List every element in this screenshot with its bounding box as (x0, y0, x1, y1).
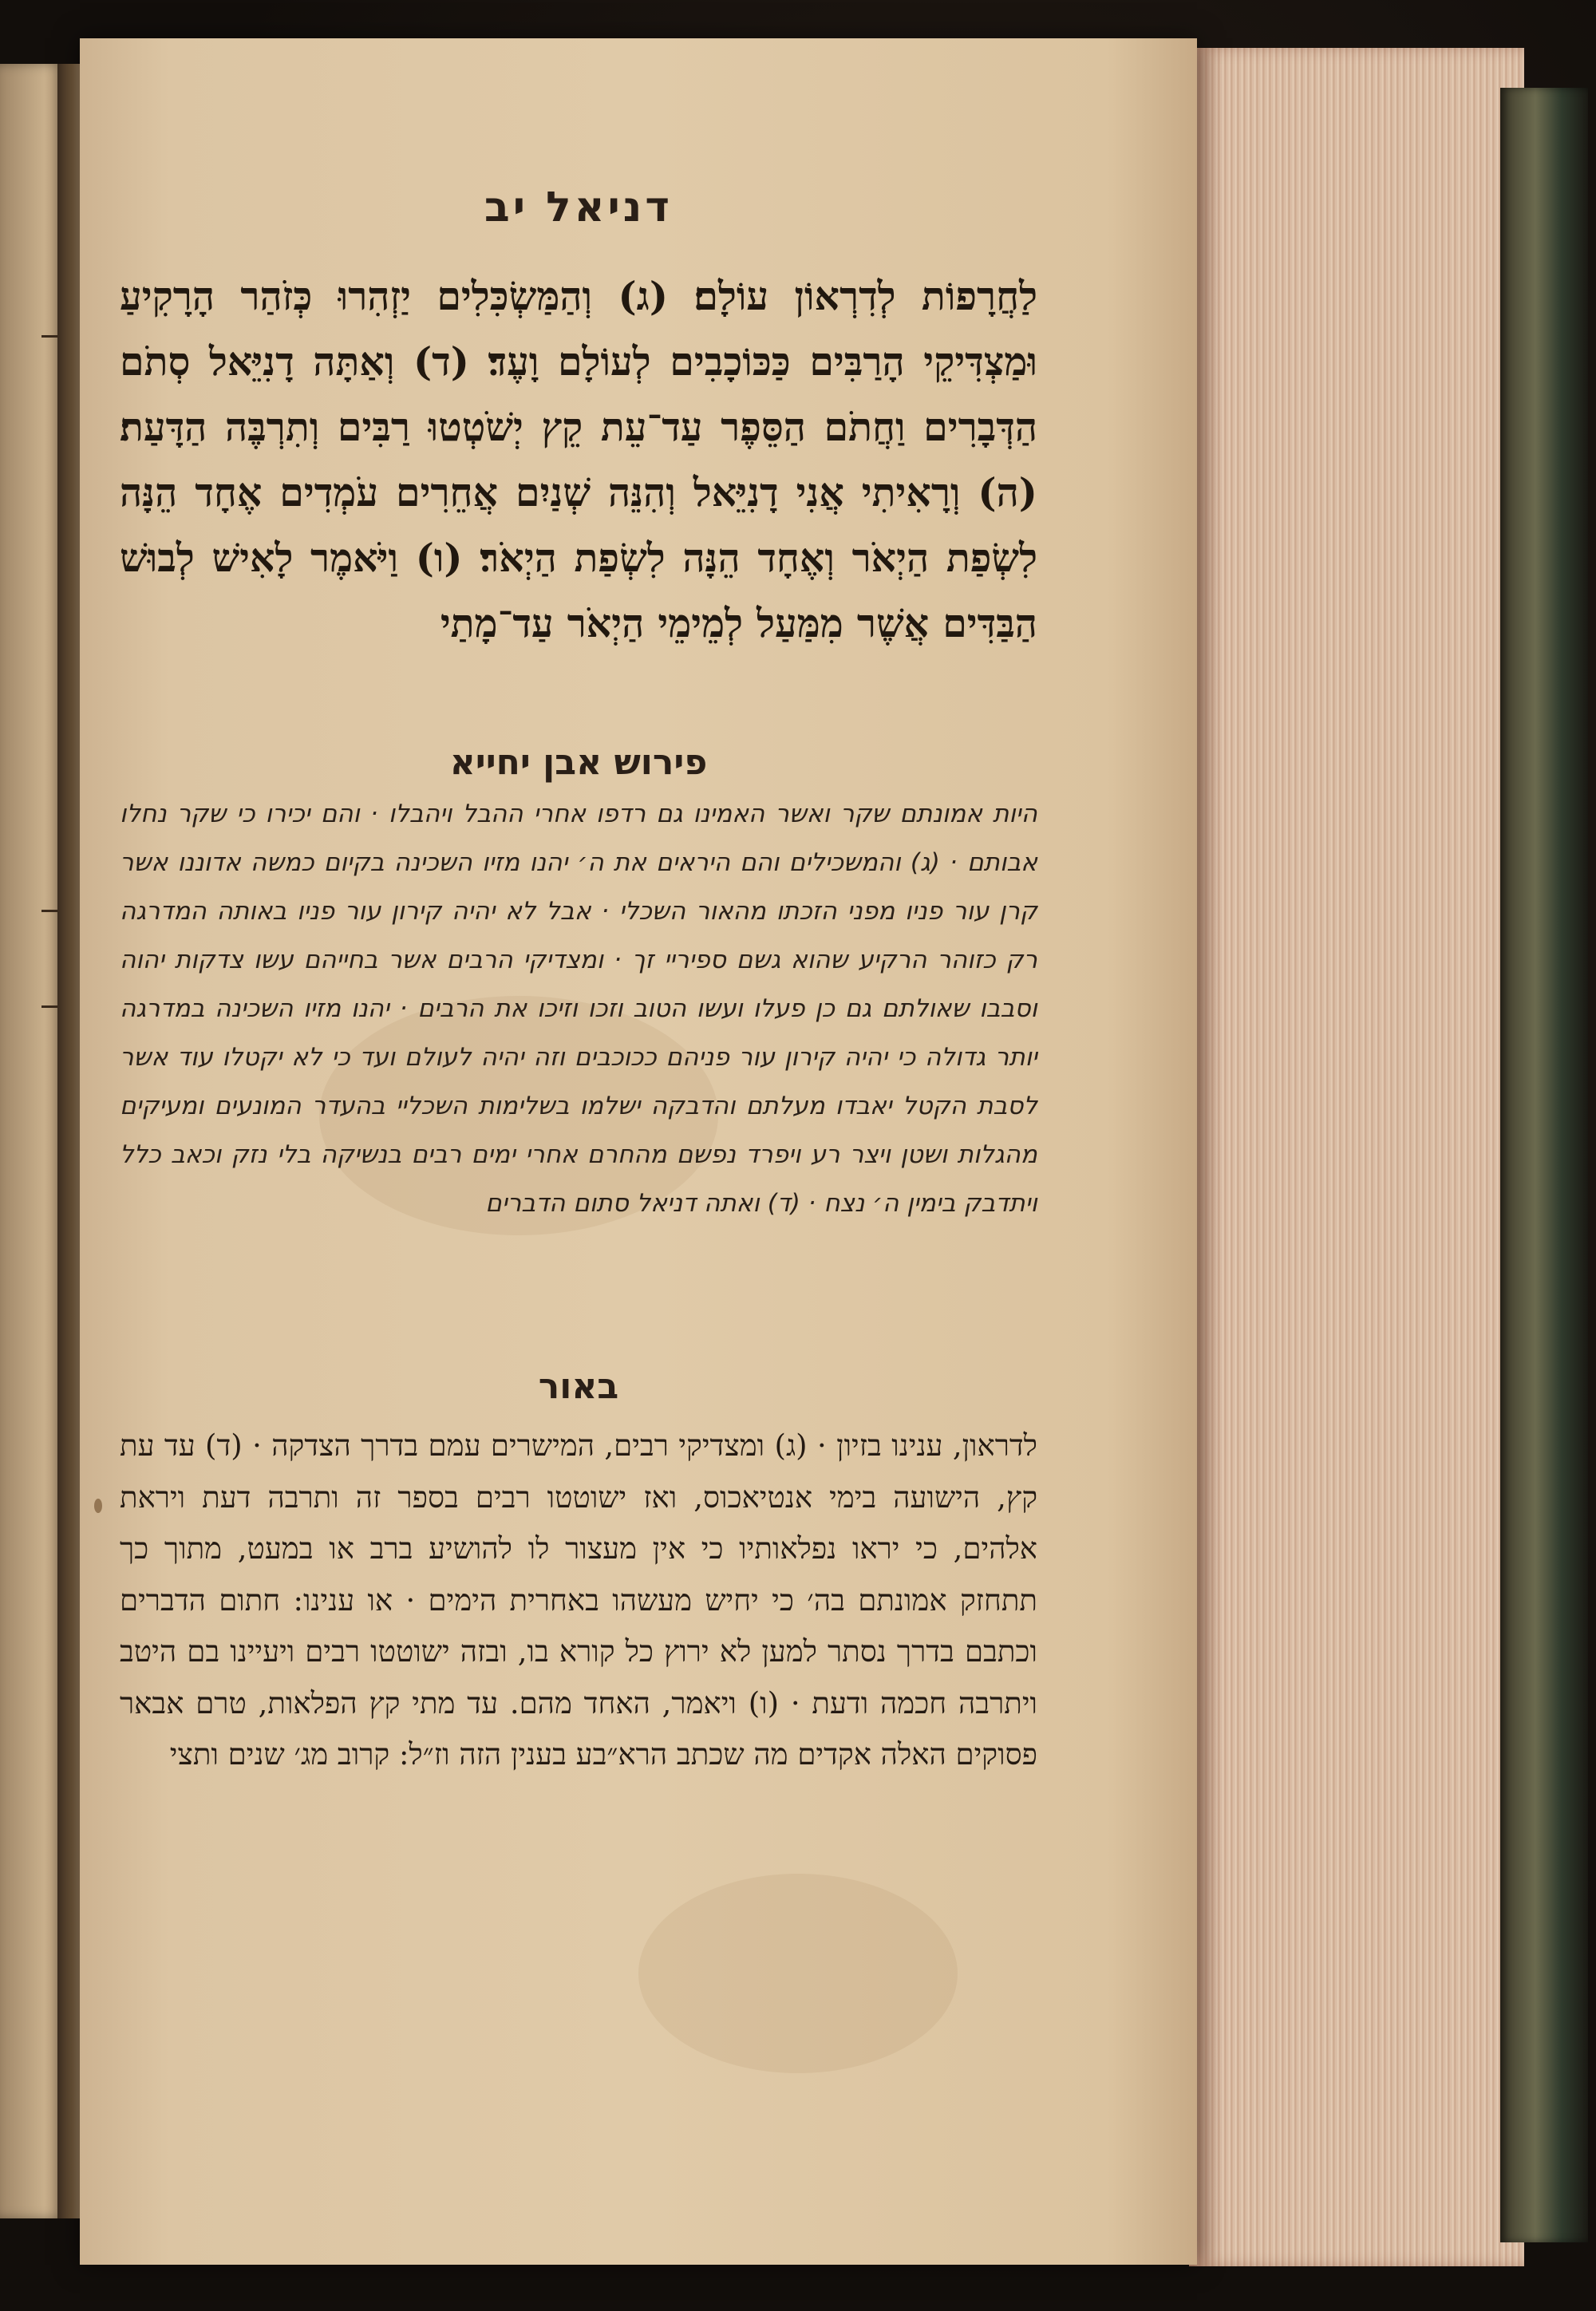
bible-verses: לַחֲרָפוֹת לְדִרְאוֹן עוֹלָם׃ (ג) וְהַמַּשְׂכִּלִים יַזְהִרוּ כְּזֹהַר הָרָקִיעַ וּמַצְדִּיקֵי הָרַבִּים כַּכּוֹכָבִים לְעוֹלָם וָעֶד׃ (ד) וְאַתָּה דָנִיֵּאל סְתֹם הַדְּבָרִים וַחֲתֹם הַסֵּפֶר עַד־עֵת קֵץ יְשֹׁטְטוּ רַבִּים וְתִרְבֶּה הַדָּעַת׃ (ה) וְרָאִיתִי אֲנִי דָנִיֵּאל וְהִנֵּה שְׁנַיִם אֲחֵרִים עֹמְדִים אֶחָד הֵנָּה לִשְׂפַת הַיְאֹר וְאֶחָד הֵנָּה לִשְׂפַת הַיְאֹר׃ (ו) וַיֹּאמֶר לָאִישׁ לְבוּשׁ הַבַּדִּים אֲשֶׁר מִמַּעַל לְמֵימֵי הַיְאֹר עַד־מָתַי (120, 273, 1037, 646)
margin-ink-dot (94, 1499, 102, 1513)
running-head: דניאל יב (484, 184, 673, 231)
facing-page-mark (41, 910, 59, 912)
facing-page-mark (41, 1005, 59, 1008)
facing-page-edge (0, 64, 64, 2218)
book-cover-edge (1500, 88, 1588, 2242)
paper-stain (638, 1874, 958, 2073)
page-block-fore-edge (1189, 48, 1524, 2266)
commentary-title: פירוש אבן יחייא (449, 742, 708, 783)
commentary-text: היות אמונתם שקר ואשר האמינו גם רדפו אחרי ההבל ויהבלו · והם יכירו כי שקר נחלו אבותם · (ג) והמשכילים והם היראים את ה׳ יהנו מזיו השכינה בקיום כמשה אדוננו אשר קרן עור פניו מפני הזכתו מהאור השכלי · אבל לא יהיה קירון עור פניו באותה המדרגה רק כזוהר הרקיע שהוא גשם ספיריי זך · ומצדיקי הרבים אשר בחייהם עשו צדקות יהוה וסבבו שאולתם גם כן פעלו ועשו הטוב וזכו וזיכו את הרבים · יהנו מזיו השכינה במדרגה יותר גדולה כי יהיה קירון עור פניהם ככוכבים וזה יהיה לעולם ועד כי לא יקטלו עוד אשר לסבת הקטל יאבדו מעלתם והדבקה ישלמו בשלימות השכליי בהעדר המונעים ומעיקים מהגלות ושטן ויצר רע ויפרד נפשם מהחרם אחרי ימים רבים בנשיקה בלי נזק וכאב כלל ויתדבק בימין ה׳ נצח · (ד) ואתה דניאל סתום הדברים (120, 800, 1037, 1218)
biur-title: באור (538, 1366, 619, 1407)
biur-text: לדראון, ענינו בזיון · (ג) ומצדיקי רבים, המישרים עמם בדרך הצדקה · (ד) עד עת קץ, הישועה בימי אנטיאכוס, ואז ישוטטו רבים בספר זה ותרבה דעת ויראת אלהים, כי יראו נפלאותיו כי אין מעצור לו להושיע ברב או במעט, מתוך כך תתחזק אמונתם בה׳ כי יחיש מעשהו באחרית הימים · או ענינו: חתום הדברים וכתבם בדרך נסתר למען לא ירוץ כל קורא בו, ובזה ישוטטו רבים ויעיינו בם היטב ויתרבה חכמה ודעת · (ו) ויאמר, האחד מהם. עד מתי קץ הפלאות, טרם אבאר פסוקים האלה אקדים מה שכתב הרא״בע בענין הזה וז״ל: קרוב מג׳ שנים ותצי (120, 1428, 1037, 1772)
book-gutter (57, 64, 81, 2218)
facing-page-mark (41, 335, 59, 338)
